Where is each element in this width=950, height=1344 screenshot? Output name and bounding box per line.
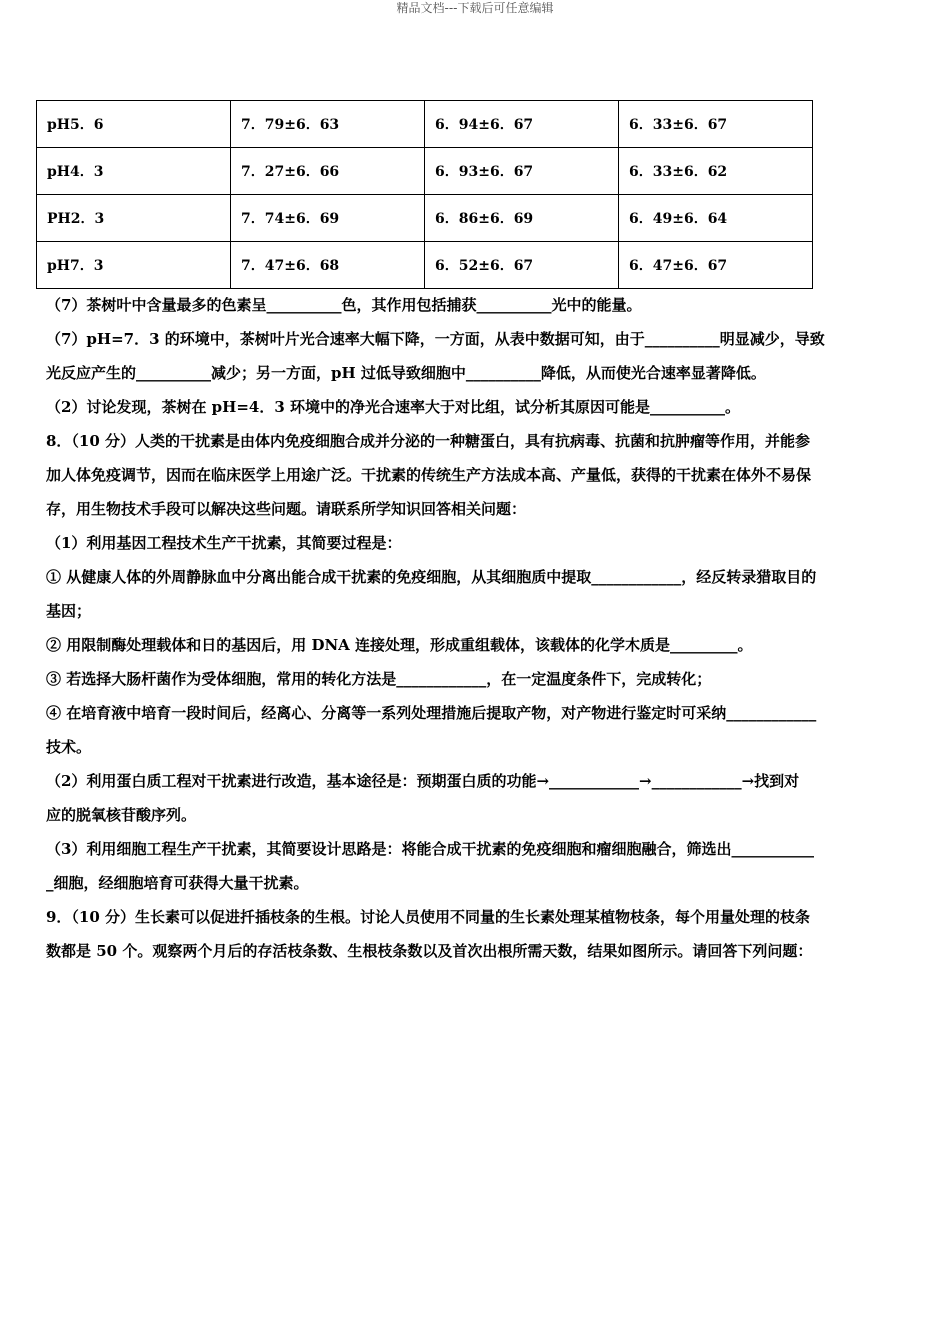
question-line: （7）茶树叶中含量最多的色素呈__________色，其作用包括捕获__________光中的能量。	[46, 296, 642, 314]
table-row	[37, 101, 813, 148]
table-cell: 6．93±6．67	[425, 148, 619, 195]
question-line: ② 用限制酶处理载体和日的基因后，用 DNA 连接处理，形成重组载体，该载体的化学木质是_________。	[46, 636, 753, 654]
table-cell: 6．33±6．62	[619, 148, 813, 195]
question-line: 光反应产生的__________减少；另一方面，pH 过低导致细胞中__________降低，从而使光合速率显著降低。	[46, 364, 766, 382]
table-row	[37, 148, 813, 195]
table-cell: PH2．3	[37, 195, 231, 242]
table-cell: pH7．3	[37, 242, 231, 289]
question-line: 8．（10 分）人类的干扰素是由体内免疫细胞合成并分泌的一种糖蛋白，具有抗病毒、抗菌和抗肿瘤等作用，并能参	[46, 432, 811, 450]
ph-data-table	[36, 100, 813, 289]
table-row	[37, 195, 813, 242]
table-cell: 6．52±6．67	[425, 242, 619, 289]
question-line: 基因；	[46, 602, 92, 620]
question-line: 数都是 50 个。观察两个月后的存活枝条数、生根枝条数以及首次出根所需天数，结果如图所示。请回答下列问题：	[46, 942, 813, 960]
table-row	[37, 242, 813, 289]
page-header: 精品文档---下载后可任意编辑	[396, 1, 554, 15]
question-line: （2）利用蛋白质工程对干扰素进行改造，基本途径是：预期蛋白质的功能→____________→____________→找到对	[46, 772, 800, 790]
table-cell: 6．49±6．64	[619, 195, 813, 242]
table-cell: 6．47±6．67	[619, 242, 813, 289]
table-cell: 6．94±6．67	[425, 101, 619, 148]
question-line: 加人体免疫调节，因而在临床医学上用途广泛。干扰素的传统生产方法成本高、产量低，获得的干扰素在体外不易保	[46, 466, 812, 484]
question-line: 技术。	[46, 738, 92, 756]
question-line: （3）利用细胞工程生产干扰素，其简要设计思路是：将能合成干扰素的免疫细胞和瘤细胞融合，筛选出___________	[46, 840, 814, 858]
question-line: ③ 若选择大肠杆菌作为受体细胞，常用的转化方法是____________，在一定温度条件下，完成转化；	[46, 670, 712, 688]
question-line: （1）利用基因工程技术生产干扰素，其简要过程是：	[46, 534, 402, 552]
table-cell: 7．74±6．69	[231, 195, 425, 242]
question-line: 9．（10 分）生长素可以促进扦插枝条的生根。讨论人员使用不同量的生长素处理某植物枝条，每个用量处理的枝条	[46, 908, 811, 926]
table-cell: 6．86±6．69	[425, 195, 619, 242]
table-cell: 7．79±6．63	[231, 101, 425, 148]
question-line: 存，用生物技术手段可以解决这些问题。请联系所学知识回答相关问题：	[46, 500, 527, 518]
table-cell: pH4．3	[37, 148, 231, 195]
table-cell: pH5．6	[37, 101, 231, 148]
question-line: ① 从健康人体的外周静脉血中分离出能合成干扰素的免疫细胞，从其细胞质中提取____________，经反转录猎取目的	[46, 568, 817, 586]
question-line: （7）pH=7．3 的环境中，茶树叶片光合速率大幅下降，一方面，从表中数据可知，由于__________明显减少，导致	[46, 330, 825, 348]
table-cell: 6．33±6．67	[619, 101, 813, 148]
question-line: 应的脱氧核苷酸序列。	[46, 806, 197, 824]
question-line: ④ 在培育液中培育一段时间后，经离心、分离等一系列处理措施后提取产物，对产物进行鉴定时可采纳____________	[46, 704, 817, 722]
question-line: （2）讨论发现，茶树在 pH=4．3 环境中的净光合速率大于对比组，试分析其原因可能是__________。	[46, 398, 740, 416]
question-line: _细胞，经细胞培育可获得大量干扰素。	[46, 874, 309, 892]
table-cell: 7．27±6．66	[231, 148, 425, 195]
table-cell: 7．47±6．68	[231, 242, 425, 289]
question-content	[46, 288, 906, 968]
